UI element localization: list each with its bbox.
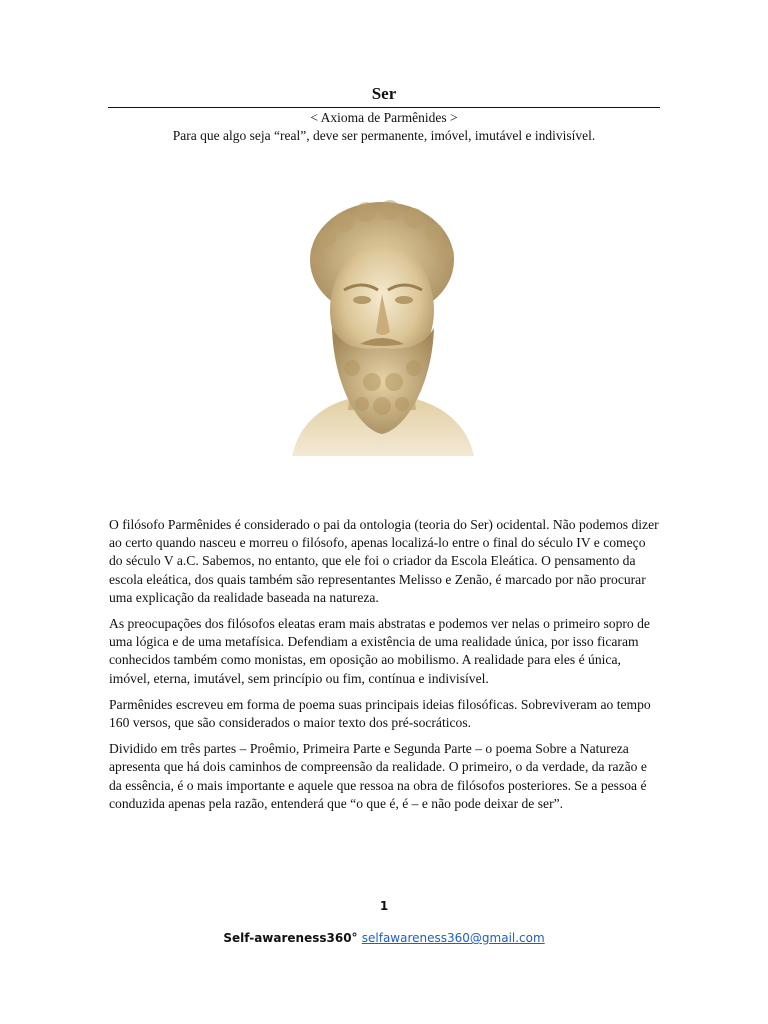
body-text: [109, 516, 661, 821]
paragraph: As preocupações dos filósofos eleatas eram mais abstratas e podemos ver nelas o primeiro sopro de uma lógica e de uma metafísica. Defendiam a existência de uma realidade única, por isso ficaram conhecidos também como monistas, em oposição ao mobilismo. A realidade para eles é única, imóvel, eterna, imutável, sem princípio ou fim, contínua e indivisível.: [109, 616, 650, 686]
paragraph: Parmênides escreveu em forma de poema suas principais ideias filosóficas. Sobreviveram ao tempo 160 versos, que são considerados o maior texto dos pré-socráticos.: [109, 696, 651, 731]
parmenides-bust-image: [282, 198, 482, 456]
paragraph: Dividido em três partes – Proêmio, Primeira Parte e Segunda Parte – o poema Sobre a Natureza apresenta que há dois caminhos de compreensão da realidade. O primeiro, o da verdade, da razão e da essência, é o mais importante e aquele que ressoa na obra de filósofos posteriores. Se a pessoa é conduzida apenas pela razão, entenderá que “o que é, é – e não pode deixar de ser”.: [109, 741, 647, 811]
footer: [108, 931, 660, 945]
footer-brand: Self-awareness360°: [223, 931, 358, 945]
page-number: 1: [379, 899, 389, 913]
document-title: Ser: [371, 84, 397, 103]
paragraph: O filósofo Parmênides é considerado o pai da ontologia (teoria do Ser) ocidental. Não podemos dizer ao certo quando nasceu e morreu o filósofo, apenas localizá-lo entre o final do século IV e começo do século V a.C. Sabemos, no entanto, que ele foi o criador da Escola Eleática. O pensamento da escola eleática, dos quais também são representantes Melisso e Zenão, é marcado por não procurar uma explicação da realidade baseada na natureza.: [109, 517, 659, 605]
document-subtitle: < Axioma de Parmênides >: [310, 110, 458, 125]
axiom-statement: Para que algo seja “real”, deve ser permanente, imóvel, imutável e indivisível.: [172, 128, 596, 143]
footer-email-link[interactable]: selfawareness360@gmail.com: [361, 931, 545, 945]
title-divider: [108, 107, 660, 108]
